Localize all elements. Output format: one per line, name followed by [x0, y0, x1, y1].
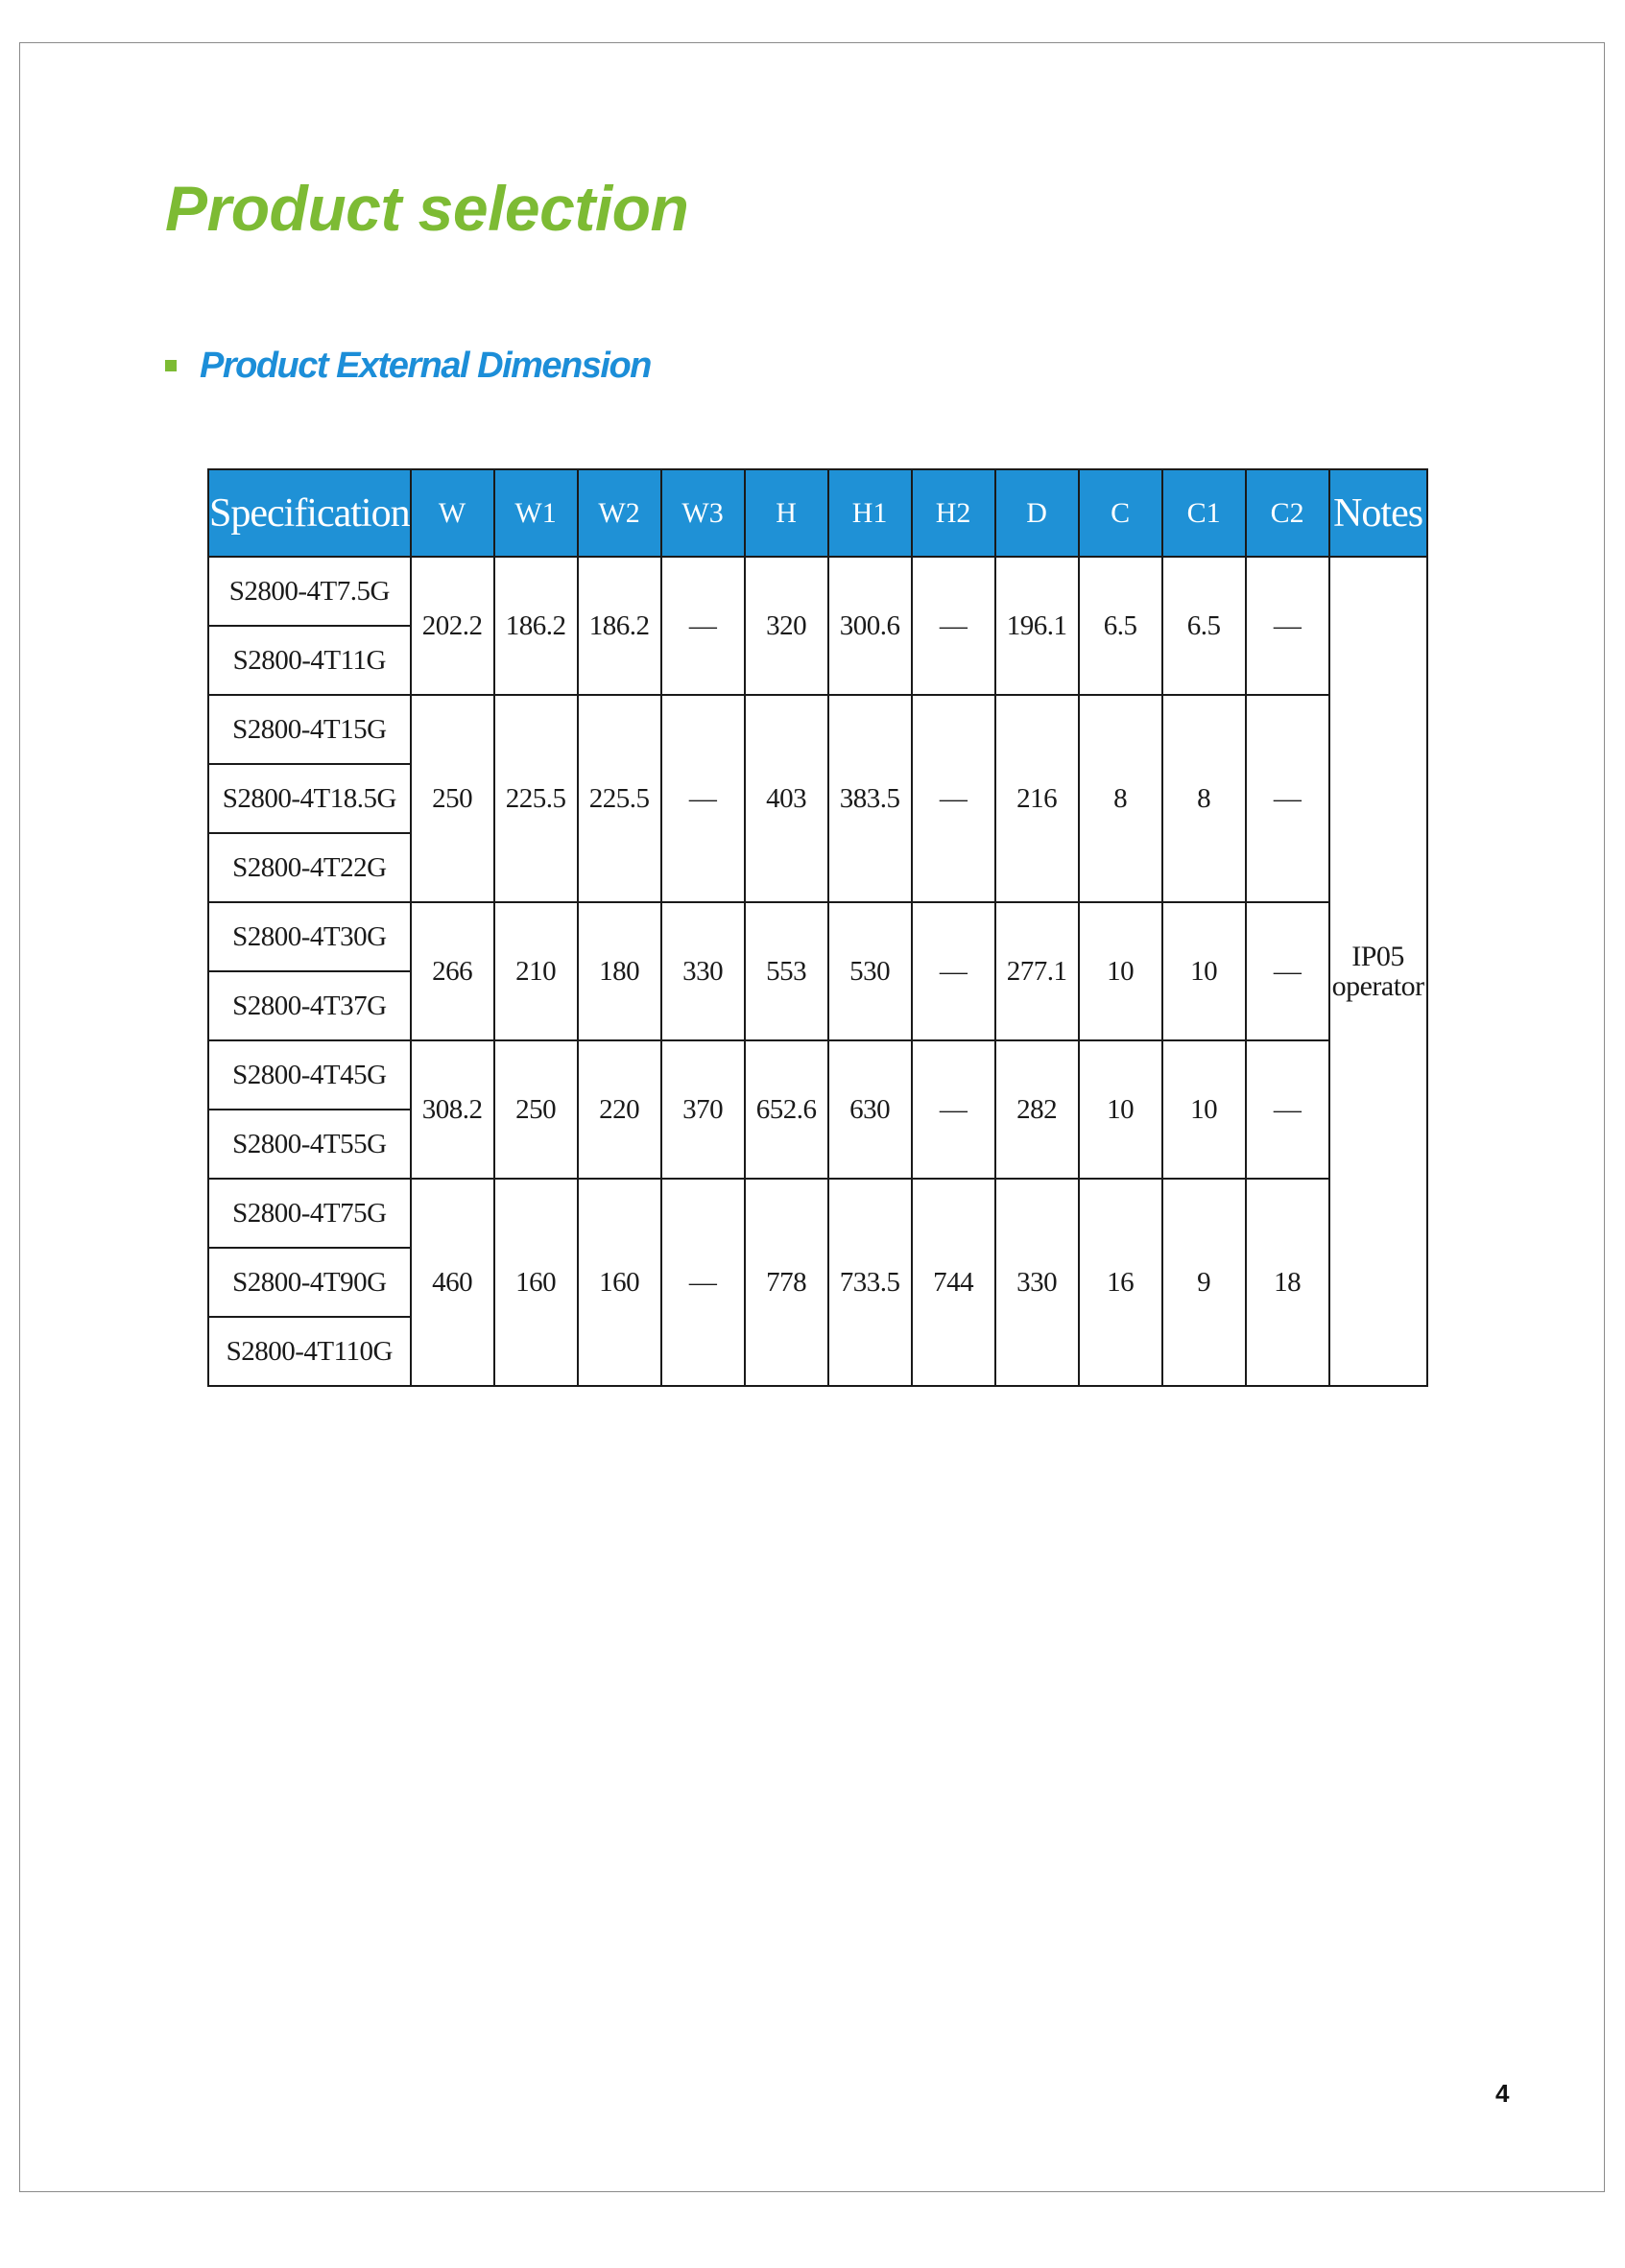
value-cell-w: 308.2: [411, 1040, 494, 1179]
header-d: D: [995, 469, 1079, 557]
value-cell-c: 16: [1079, 1179, 1162, 1386]
notes-line: IP05: [1351, 940, 1404, 972]
spec-cell: S2800-4T30G: [208, 902, 411, 971]
value-cell-c2: —: [1246, 1040, 1329, 1179]
value-cell-w3: —: [661, 695, 745, 902]
value-cell-h: 553: [745, 902, 828, 1040]
value-cell-h: 652.6: [745, 1040, 828, 1179]
spec-cell: S2800-4T15G: [208, 695, 411, 764]
header-notes: Notes: [1329, 469, 1427, 557]
header-h1: H1: [828, 469, 912, 557]
value-cell-h1: 733.5: [828, 1179, 912, 1386]
value-cell-w1: 210: [494, 902, 578, 1040]
value-cell-h1: 530: [828, 902, 912, 1040]
header-w2: W2: [578, 469, 661, 557]
spec-cell: S2800-4T75G: [208, 1179, 411, 1248]
spec-cell: S2800-4T45G: [208, 1040, 411, 1110]
header-w3: W3: [661, 469, 745, 557]
table-header-row: [208, 469, 1427, 557]
value-cell-c1: 8: [1162, 695, 1246, 902]
value-cell-w3: 330: [661, 902, 745, 1040]
header-c2: C2: [1246, 469, 1329, 557]
value-cell-w: 266: [411, 902, 494, 1040]
header-specification: Specification: [208, 469, 411, 557]
value-cell-h2: —: [912, 1040, 995, 1179]
value-cell-w2: 220: [578, 1040, 661, 1179]
section-title: Product External Dimension: [200, 346, 651, 386]
section-heading: [165, 347, 651, 384]
value-cell-c1: 9: [1162, 1179, 1246, 1386]
value-cell-h2: —: [912, 902, 995, 1040]
value-cell-c2: —: [1246, 902, 1329, 1040]
value-cell-d: 196.1: [995, 557, 1079, 695]
value-cell-c: 6.5: [1079, 557, 1162, 695]
value-cell-d: 216: [995, 695, 1079, 902]
notes-cell: [1329, 557, 1427, 1386]
table-row: [208, 902, 1427, 971]
spec-cell: S2800-4T11G: [208, 626, 411, 695]
value-cell-w: 460: [411, 1179, 494, 1386]
value-cell-c2: —: [1246, 695, 1329, 902]
value-cell-d: 277.1: [995, 902, 1079, 1040]
table-row: [208, 695, 1427, 764]
table-row: [208, 557, 1427, 626]
table-row: [208, 1040, 1427, 1110]
value-cell-h1: 383.5: [828, 695, 912, 902]
value-cell-w1: 250: [494, 1040, 578, 1179]
value-cell-w1: 160: [494, 1179, 578, 1386]
header-c1: C1: [1162, 469, 1246, 557]
spec-cell: S2800-4T90G: [208, 1248, 411, 1317]
header-w: W: [411, 469, 494, 557]
value-cell-c2: —: [1246, 557, 1329, 695]
value-cell-w3: —: [661, 1179, 745, 1386]
header-w1: W1: [494, 469, 578, 557]
spec-cell: S2800-4T18.5G: [208, 764, 411, 833]
value-cell-h2: —: [912, 695, 995, 902]
value-cell-w2: 225.5: [578, 695, 661, 902]
value-cell-h2: —: [912, 557, 995, 695]
value-cell-d: 282: [995, 1040, 1079, 1179]
value-cell-c1: 6.5: [1162, 557, 1246, 695]
dimension-table: [207, 468, 1428, 1387]
value-cell-w3: —: [661, 557, 745, 695]
spec-cell: S2800-4T55G: [208, 1110, 411, 1179]
spec-cell: S2800-4T22G: [208, 833, 411, 902]
value-cell-c1: 10: [1162, 1040, 1246, 1179]
header-h: H: [745, 469, 828, 557]
page-title: Product selection: [165, 173, 689, 244]
notes-line: operator: [1331, 970, 1424, 1002]
spec-cell: S2800-4T110G: [208, 1317, 411, 1386]
value-cell-h: 320: [745, 557, 828, 695]
value-cell-d: 330: [995, 1179, 1079, 1386]
value-cell-h2: 744: [912, 1179, 995, 1386]
value-cell-w2: 180: [578, 902, 661, 1040]
value-cell-c: 10: [1079, 1040, 1162, 1179]
value-cell-w2: 160: [578, 1179, 661, 1386]
square-bullet-icon: [165, 360, 177, 371]
value-cell-w: 202.2: [411, 557, 494, 695]
value-cell-c: 10: [1079, 902, 1162, 1040]
value-cell-h1: 300.6: [828, 557, 912, 695]
value-cell-h: 778: [745, 1179, 828, 1386]
value-cell-c: 8: [1079, 695, 1162, 902]
value-cell-c1: 10: [1162, 902, 1246, 1040]
value-cell-w3: 370: [661, 1040, 745, 1179]
value-cell-h: 403: [745, 695, 828, 902]
header-c: C: [1079, 469, 1162, 557]
value-cell-c2: 18: [1246, 1179, 1329, 1386]
value-cell-w1: 225.5: [494, 695, 578, 902]
header-h2: H2: [912, 469, 995, 557]
page-number: 4: [1495, 2079, 1510, 2108]
value-cell-w: 250: [411, 695, 494, 902]
spec-cell: S2800-4T37G: [208, 971, 411, 1040]
table-row: [208, 1179, 1427, 1248]
value-cell-w1: 186.2: [494, 557, 578, 695]
value-cell-w2: 186.2: [578, 557, 661, 695]
spec-cell: S2800-4T7.5G: [208, 557, 411, 626]
value-cell-h1: 630: [828, 1040, 912, 1179]
